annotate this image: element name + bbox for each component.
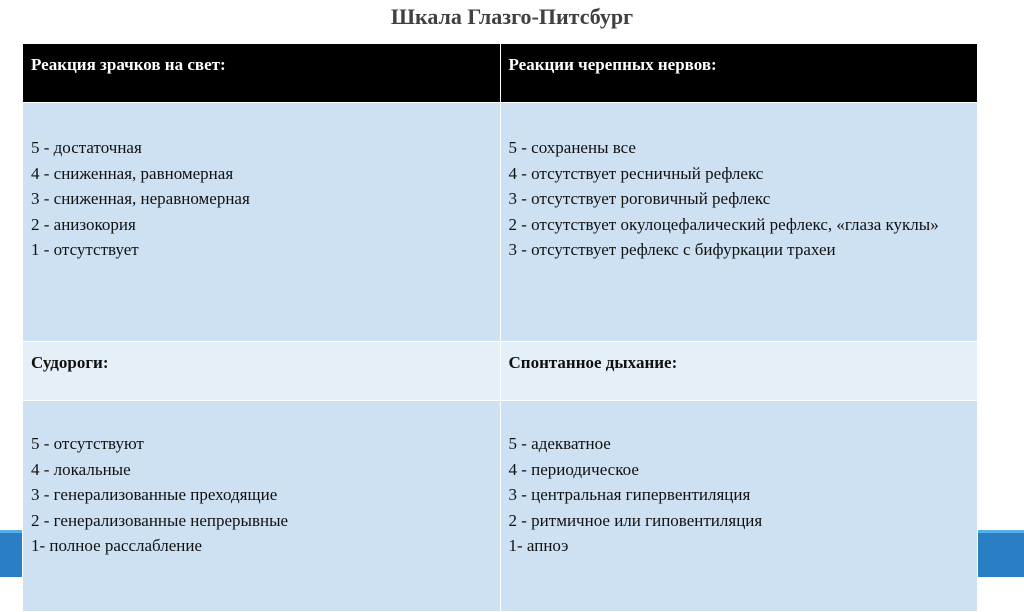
list-item: 1- апноэ [508, 536, 569, 555]
list-item: 2 - ритмичное или гиповентиляция [508, 510, 763, 530]
list-item: 5 - адекватное [508, 434, 611, 453]
cranial-nerves-cell [500, 103, 978, 342]
header-pupil-reaction: Реакция зрачков на свет: [23, 44, 501, 103]
list-item: 4 - периодическое [508, 459, 639, 479]
breathing-cell [500, 401, 978, 612]
list-item: 1- полное расслабление [31, 536, 203, 555]
list-item: 1 - отсутствует [31, 240, 139, 259]
glasgow-pittsburgh-table [22, 43, 978, 612]
list-item: 5 - сохранены все [508, 138, 636, 157]
header-seizures: Судороги: [23, 342, 501, 401]
header-cranial-nerves: Реакции черепных нервов: [500, 44, 978, 103]
subheader-row [23, 342, 978, 401]
list-item: 4 - локальные [31, 459, 131, 479]
list-item: 4 - сниженная, равномерная [31, 163, 234, 183]
slide-title: Шкала Глазго-Питсбург [390, 4, 634, 29]
pupil-reaction-cell [23, 103, 501, 342]
table-row [23, 401, 978, 612]
list-item: 4 - отсутствует ресничный рефлекс [508, 163, 764, 183]
header-spontaneous-breathing: Спонтанное дыхание: [500, 342, 978, 401]
list-item: 2 - отсутствует окулоцефалический рефлекс, «глаза куклы» [508, 214, 939, 234]
seizures-cell [23, 401, 501, 612]
header-row [23, 44, 978, 103]
list-item: 5 - достаточная [31, 138, 142, 157]
list-item: 3 - центральная гипервентиляция [508, 485, 751, 504]
list-item: 5 - отсутствуют [31, 434, 144, 453]
list-item: 2 - анизокория [31, 214, 136, 234]
list-item: 2 - генерализованные непрерывные [31, 510, 289, 530]
list-item: 3 - отсутствует рефлекс с бифуркации трахеи [508, 240, 836, 259]
list-item: 3 - отсутствует роговичный рефлекс [508, 189, 771, 208]
list-item: 3 - сниженная, неравномерная [31, 189, 250, 208]
list-item: 3 - генерализованные преходящие [31, 485, 278, 504]
table-row [23, 103, 978, 342]
